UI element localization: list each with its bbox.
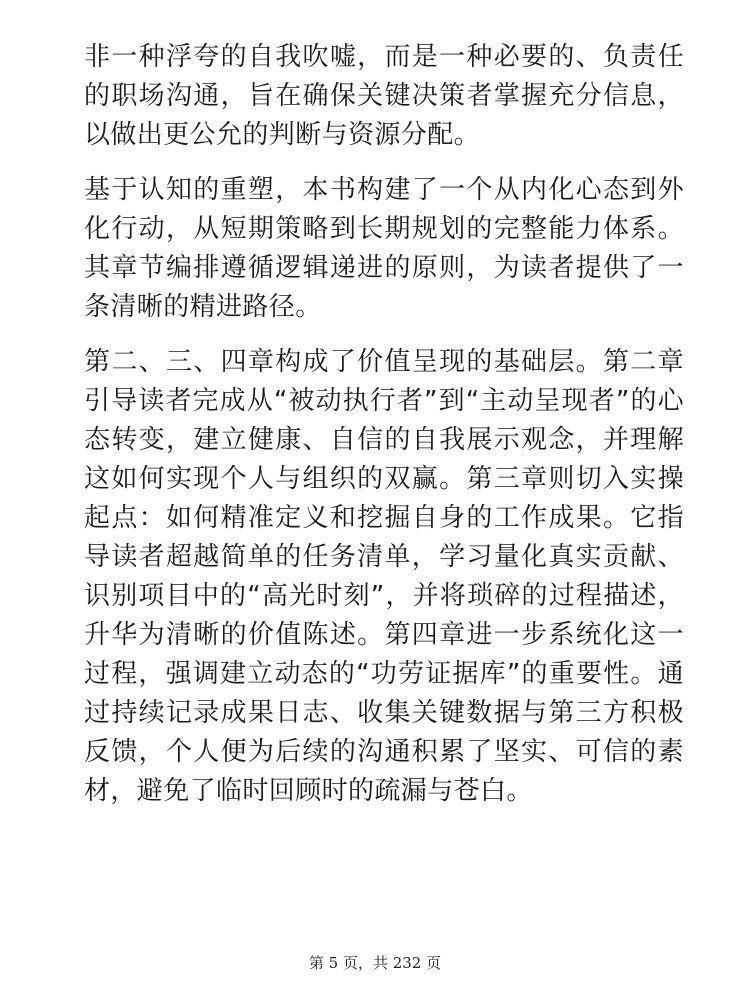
page-number-footer: 第 5 页，共 232 页 [308,954,442,972]
body-text [84,38,684,827]
paragraph-3: 第二、三、四章构成了价值呈现的基础层。第二章引导读者完成从“被动执行者”到“主动呈现者”的心态转变，建立健康、自信的自我展示观念，并理解这如何实现个人与组织的双赢。第三章则切入实操起点：如何精准定义和挖掘自身的工作成果。它指导读者超越简单的任务清单，学习量化真实贡献、识别项目中的“高光时刻”，并将琐碎的过程描述，升华为清晰的价值陈述。第四章进一步系统化这一过程，强调建立动态的“功劳证据库”的重要性。通过持续记录成果日志、收集关键数据与第三方积极反馈，个人便为后续的沟通积累了坚实、可信的素材，避免了临时回顾时的疏漏与苍白。 [84,347,684,806]
paragraph-1: 非一种浮夸的自我吹嘘，而是一种必要的、负责任的职场沟通，旨在确保关键决策者掌握充分信息，以做出更公允的判断与资源分配。 [84,42,684,150]
paragraph-2: 基于认知的重塑，本书构建了一个从内化心态到外化行动，从短期策略到长期规划的完整能力体系。其章节编排遵循逻辑递进的原则，为读者提供了一条清晰的精进路径。 [84,175,684,322]
